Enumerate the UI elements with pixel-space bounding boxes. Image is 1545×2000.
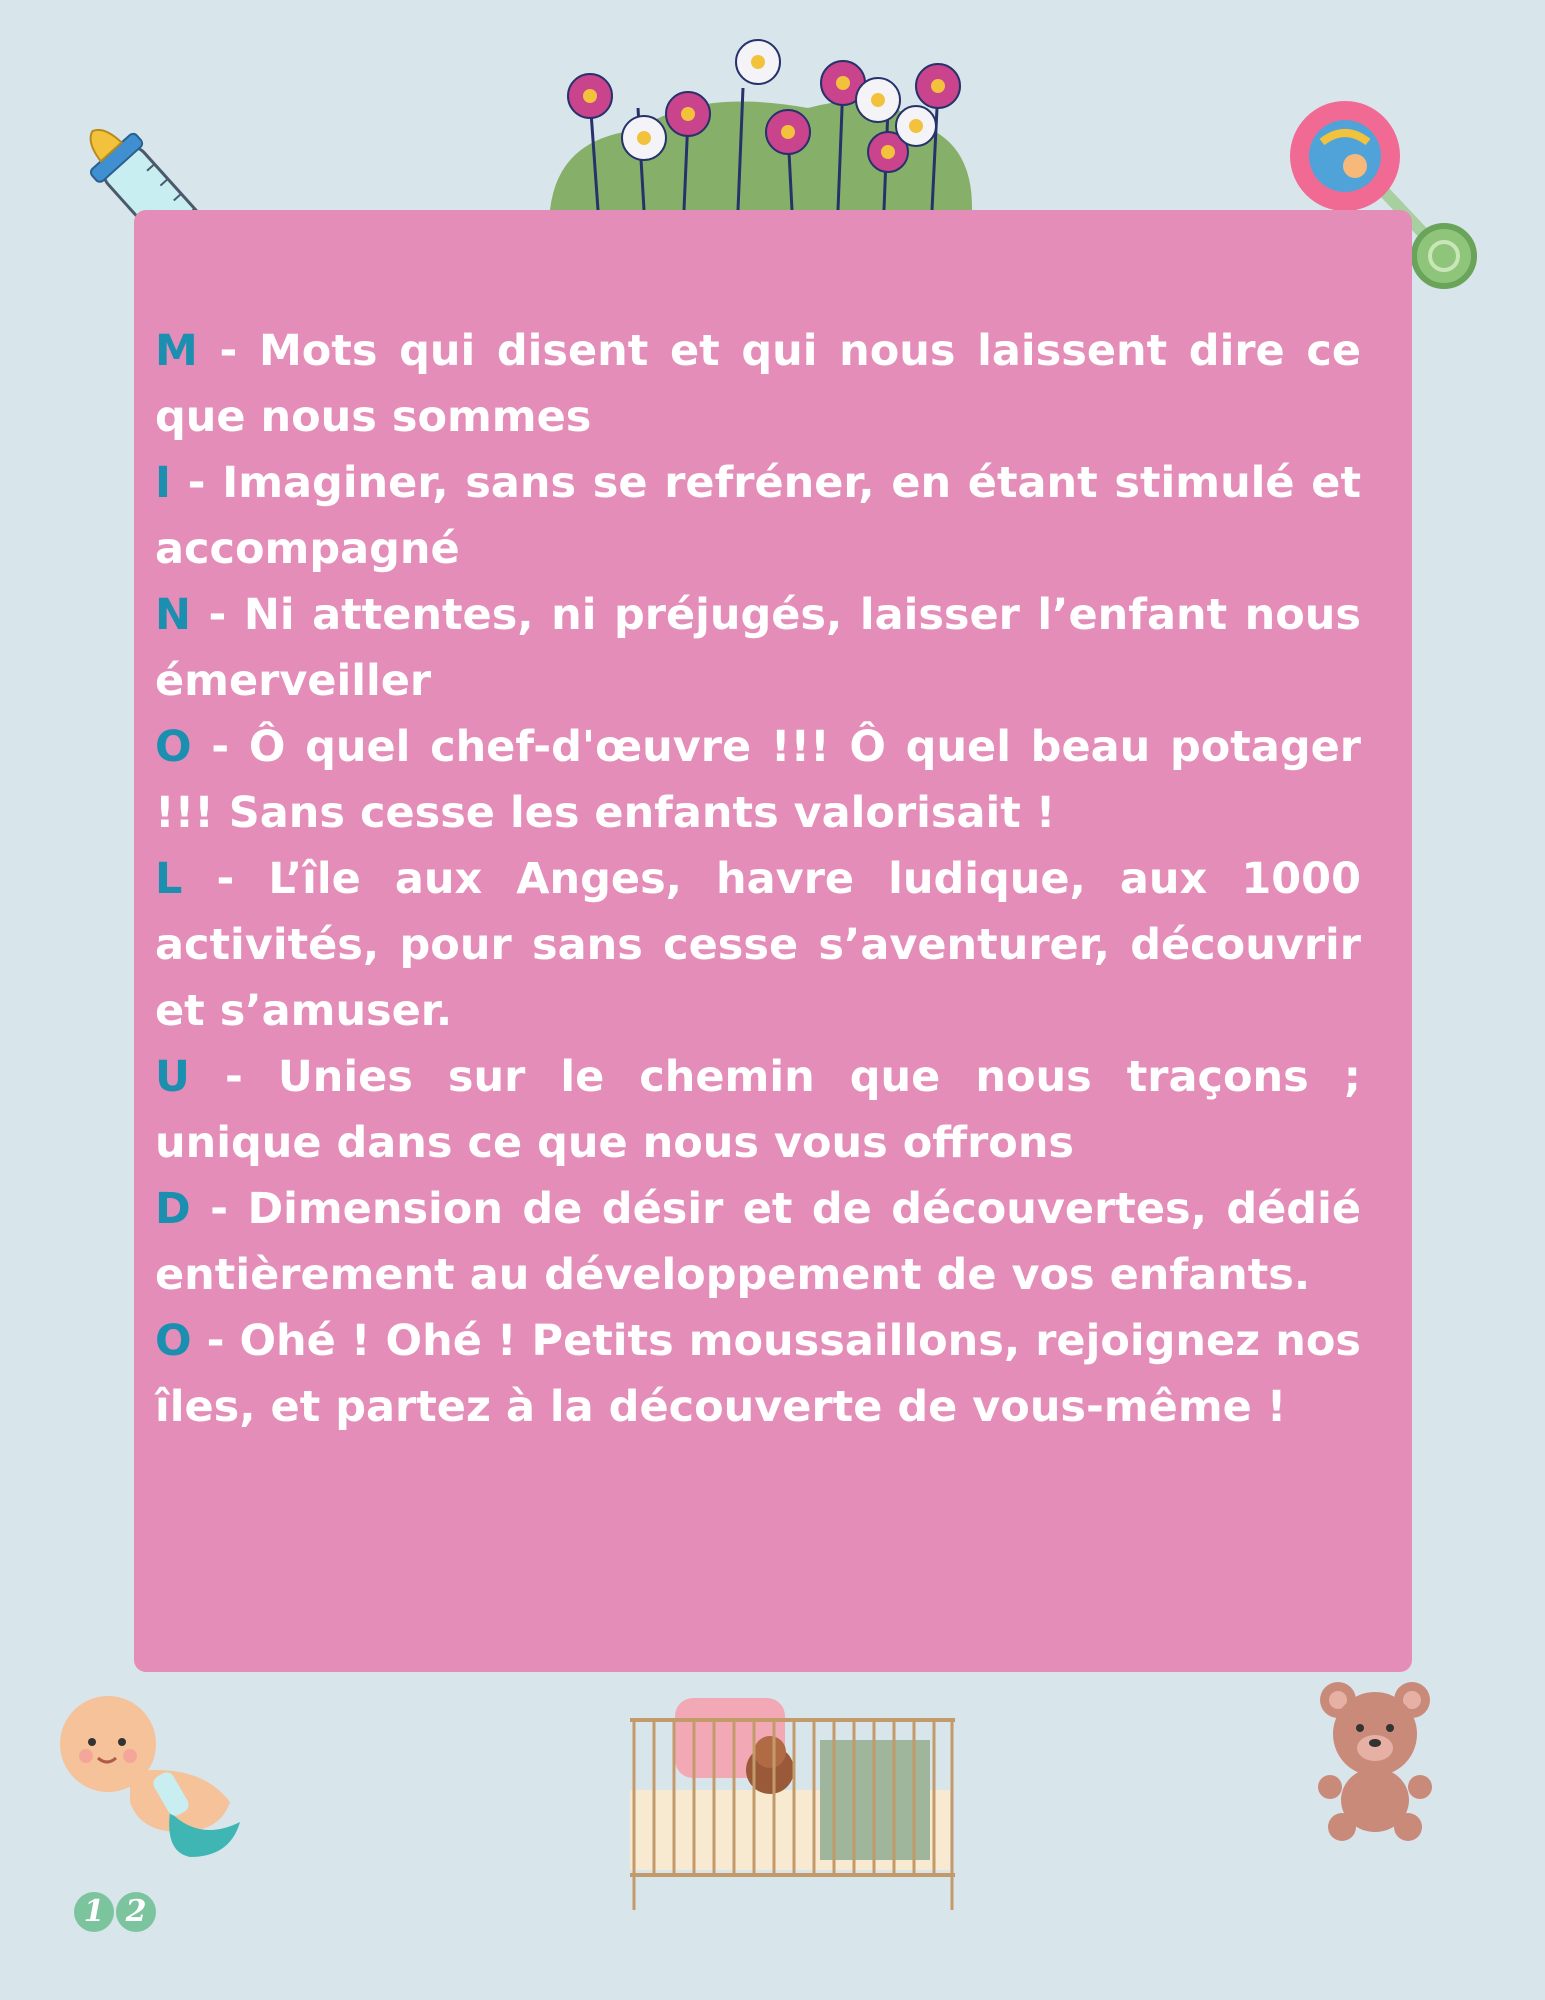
page-number-digit: 1 — [74, 1892, 114, 1932]
acrostic-letter: O — [155, 722, 192, 772]
flower-bush-icon — [548, 28, 978, 210]
acrostic-letter: N — [155, 590, 191, 640]
page-number — [74, 1892, 156, 1932]
acrostic-text: - Ni attentes, ni préjugés, laisser l’enfant nous émerveiller — [155, 590, 1361, 706]
acrostic-line — [155, 318, 1361, 450]
acrostic-line — [155, 1176, 1361, 1308]
acrostic-letter: M — [155, 326, 198, 376]
baby-icon — [50, 1692, 250, 1862]
acrostic-text: - Dimension de désir et de découvertes, dédié entièrement au développement de vos enfants. — [155, 1184, 1361, 1300]
acrostic-letter: I — [155, 458, 171, 508]
acrostic-letter: U — [155, 1052, 190, 1102]
crib-icon — [620, 1690, 965, 1915]
acrostic-text: - Ô quel chef-d'œuvre !!! Ô quel beau potager !!! Sans cesse les enfants valorisait ! — [155, 722, 1361, 838]
acrostic-line — [155, 714, 1361, 846]
page-number-digit: 2 — [116, 1892, 156, 1932]
acrostic-line — [155, 1044, 1361, 1176]
acrostic-line — [155, 1308, 1361, 1440]
teddy-bear-icon — [1300, 1672, 1450, 1842]
acrostic-line — [155, 450, 1361, 582]
acrostic-line — [155, 582, 1361, 714]
acrostic-text: - Ohé ! Ohé ! Petits moussaillons, rejoignez nos îles, et partez à la découverte de vous-même ! — [155, 1316, 1361, 1432]
acrostic-letter: O — [155, 1316, 192, 1366]
acrostic-text: - Mots qui disent et qui nous laissent dire ce que nous sommes — [155, 326, 1361, 442]
acrostic-list — [155, 318, 1361, 1440]
acrostic-letter: L — [155, 854, 183, 904]
acrostic-letter: D — [155, 1184, 191, 1234]
acrostic-text: - Unies sur le chemin que nous traçons ; unique dans ce que nous vous offrons — [155, 1052, 1361, 1168]
acrostic-text: - L’île aux Anges, havre ludique, aux 1000 activités, pour sans cesse s’aventurer, découvrir et s’amuser. — [155, 854, 1361, 1036]
acrostic-text: - Imaginer, sans se refréner, en étant stimulé et accompagné — [155, 458, 1361, 574]
acrostic-line — [155, 846, 1361, 1044]
